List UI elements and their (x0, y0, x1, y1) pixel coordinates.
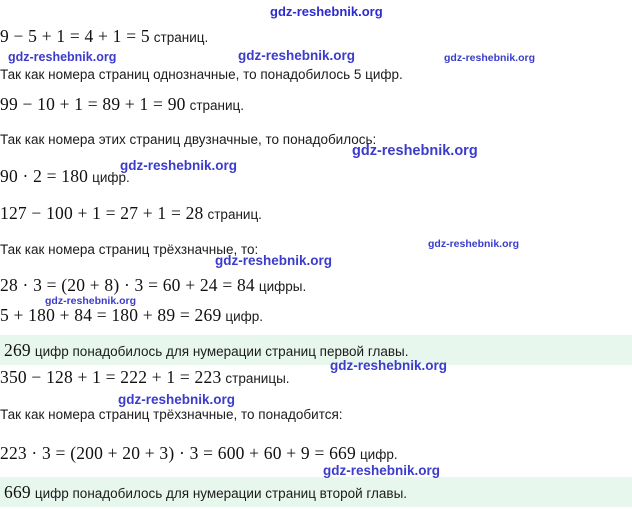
math-expression: 99 − 10 + 1 = 89 + 1 = 90 (0, 94, 186, 114)
watermark: gdz-reshebnik.org (118, 392, 236, 407)
explanation-text: Так как номера страниц трёхзначные, то: (0, 242, 259, 257)
watermark: gdz-reshebnik.org (238, 48, 356, 63)
line-tail-text: цифр. (92, 170, 130, 185)
line-tail-text: цифр. (359, 447, 398, 462)
watermark: gdz-reshebnik.org (8, 50, 117, 64)
watermark: gdz-reshebnik.org (330, 358, 448, 373)
watermark: gdz-reshebnik.org (444, 52, 536, 64)
answer-text: цифр понадобилось для нумерации страниц второй главы. (34, 486, 408, 501)
watermark: gdz-reshebnik.org (45, 295, 137, 307)
watermark: gdz-reshebnik.org (428, 238, 520, 250)
math-expression: 90 · 2 = 180 (0, 166, 89, 186)
solution-line (0, 26, 632, 47)
solution-line (0, 406, 632, 424)
math-expression: 9 − 5 + 1 = 4 + 1 = 5 (0, 26, 150, 46)
explanation-text: Так как номера страниц трёхзначные, то понадобится: (0, 407, 343, 422)
solution-line (0, 131, 632, 149)
math-expression: 5 + 180 + 84 = 180 + 89 = 269 (0, 305, 222, 325)
line-tail-text: страниц. (207, 207, 262, 222)
solution-line (0, 94, 632, 115)
watermark: gdz-reshebnik.org (215, 253, 333, 268)
explanation-text: Так как номера этих страниц двузначные, то понадобилось: (0, 132, 377, 147)
solution-line (0, 241, 632, 259)
watermark: gdz-reshebnik.org (352, 143, 478, 159)
watermark: gdz-reshebnik.org (323, 463, 441, 478)
line-tail-text: цифр. (225, 309, 264, 324)
answer-line-1 (4, 340, 408, 361)
line-tail-text: страниц. (189, 98, 245, 113)
solution-line (0, 275, 632, 296)
answer-line-2 (4, 482, 407, 503)
answer-value: 269 (4, 340, 31, 360)
solution-line (0, 367, 632, 388)
solution-line (0, 443, 632, 464)
solution-line (0, 305, 632, 326)
answer-value: 669 (4, 482, 31, 502)
solution-line (0, 203, 632, 224)
math-expression: 223 · 3 = (200 + 20 + 3) · 3 = 600 + 60 + 9 = 669 (0, 443, 356, 463)
watermark: gdz-reshebnik.org (270, 4, 383, 19)
math-expression: 350 − 128 + 1 = 222 + 1 = 223 (0, 367, 222, 387)
explanation-text: Так как номера страниц однозначные, то понадобилось 5 цифр. (0, 67, 403, 82)
solution-line (0, 66, 632, 84)
line-tail-text: страниц. (153, 30, 209, 45)
line-tail-text: страницы. (225, 371, 290, 386)
line-tail-text: цифры. (258, 279, 307, 294)
watermark: gdz-reshebnik.org (120, 158, 238, 173)
math-expression: 28 · 3 = (20 + 8) · 3 = 60 + 24 = 84 (0, 275, 255, 295)
solution-line (0, 166, 632, 187)
answer-text: цифр понадобилось для нумерации страниц первой главы. (34, 344, 409, 359)
math-expression: 127 − 100 + 1 = 27 + 1 = 28 (0, 203, 204, 223)
